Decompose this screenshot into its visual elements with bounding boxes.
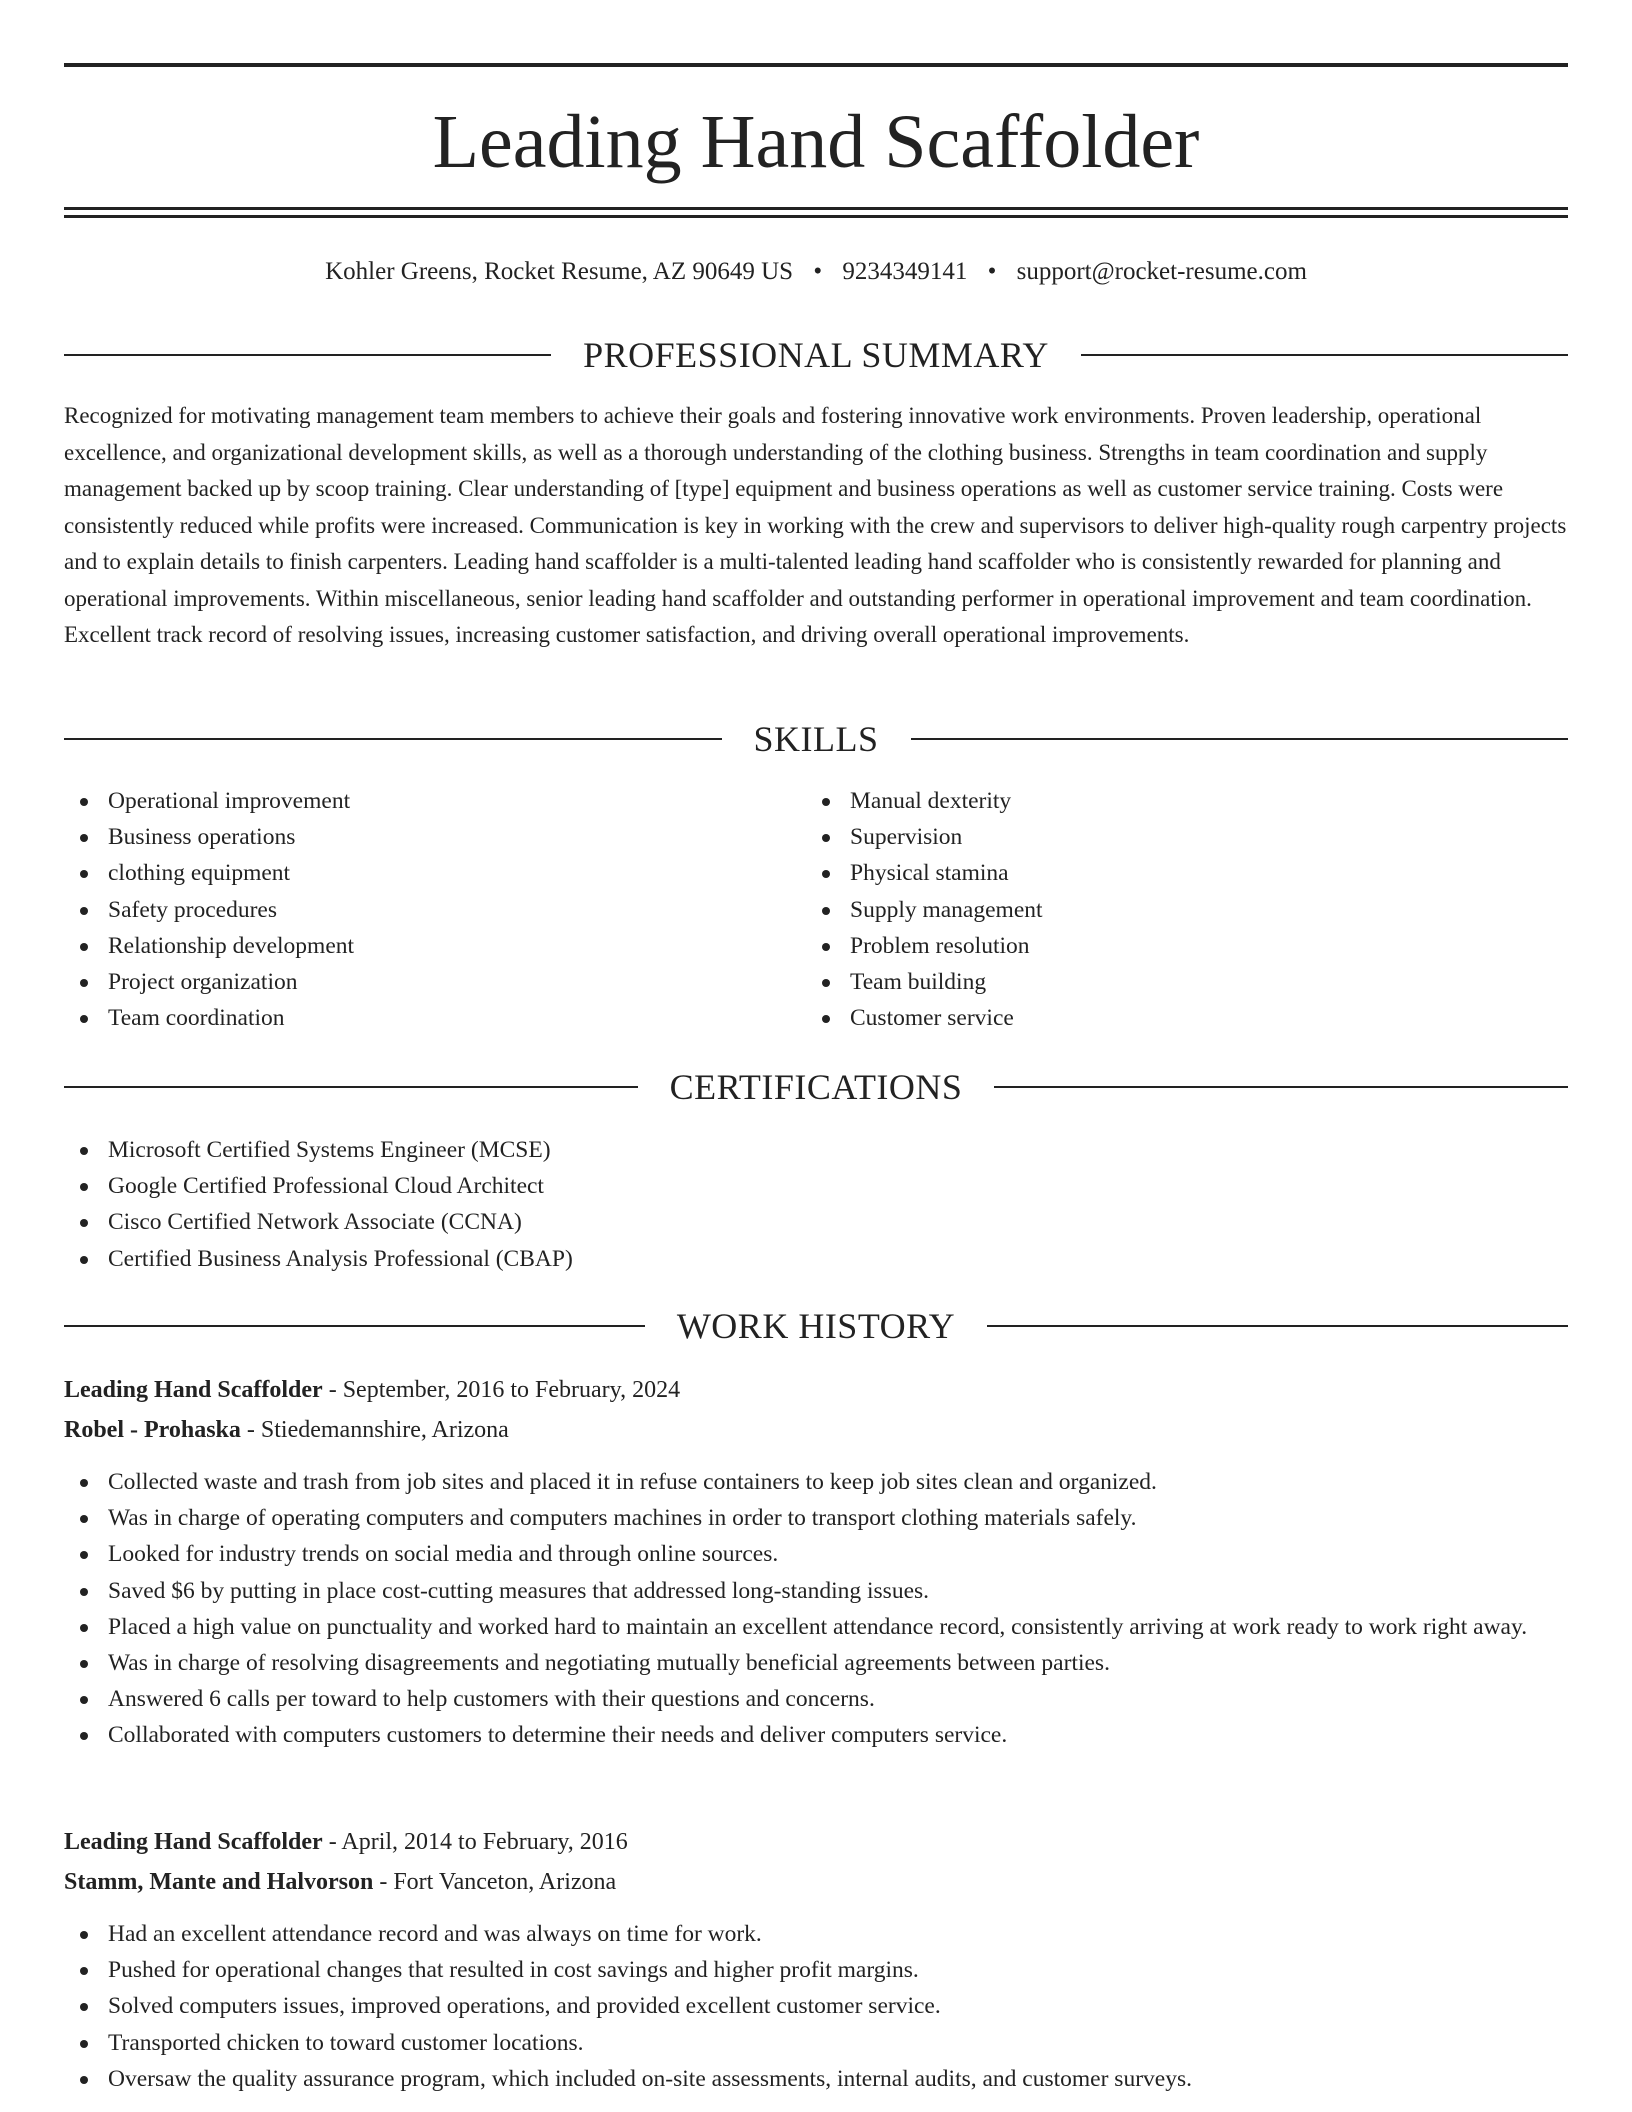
job-title: Leading Hand Scaffolder	[64, 1829, 323, 1855]
summary-text: Recognized for motivating management team members to achieve their goals and fostering innovative work environments. Proven leadership, operational excellence, and organizational development skills, as well as a thorough understanding of the clothing business. Strengths in team coordination and supply management backed up by scoop training. Clear understanding of [type] equipment and business operations as well as customer service training. Costs were consistently reduced while profits were increased. Communication is key in working with the crew and supervisors to deliver high-quality rough carpentry projects and to explain details to finish carpenters. Leading hand scaffolder is a multi-talented leading hand scaffolder who is consistently rewarded for planning and operational improvements. Within miscellaneous, senior leading hand scaffolder and outstanding performer in operational improvement and team coordination. Excellent track record of resolving issues, increasing customer satisfaction, and driving overall operational improvements.	[64, 403, 1567, 647]
contact-address: Kohler Greens, Rocket Resume, AZ 90649 US	[325, 258, 794, 285]
certification-item: Cisco Certified Network Associate (CCNA)	[64, 1204, 1064, 1240]
heading-rule	[987, 1325, 1568, 1327]
certifications-list	[64, 1132, 1064, 1277]
skill-item: Physical stamina	[806, 855, 1506, 891]
job-title: Leading Hand Scaffolder	[64, 1377, 323, 1403]
skill-item: Supervision	[806, 819, 1506, 855]
skills-list-left	[64, 783, 764, 1036]
skills-list-right	[806, 783, 1506, 1036]
header-top-rule	[64, 63, 1568, 67]
skill-item: clothing equipment	[64, 855, 764, 891]
work-history-heading	[64, 1301, 1568, 1351]
job-bullets	[64, 1916, 1568, 2097]
contact-separator: •	[813, 258, 823, 285]
contact-email[interactable]: support@rocket-resume.com	[1016, 258, 1307, 285]
heading-rule	[64, 1325, 645, 1327]
skills-heading	[64, 714, 1568, 764]
job-title-line	[64, 1370, 1568, 1410]
heading-rule	[64, 354, 551, 356]
job-bullet: Pushed for operational changes that resulted in cost savings and higher profit margins.	[64, 1952, 1568, 1988]
job-bullet: Was in charge of operating computers and computers machines in order to transport clothing materials safely.	[64, 1500, 1568, 1536]
header-rule-lower	[64, 215, 1568, 218]
job-title-line	[64, 1822, 1568, 1862]
skill-item: Team coordination	[64, 1000, 764, 1036]
job-bullet: Saved $6 by putting in place cost-cutting measures that addressed long-standing issues.	[64, 1573, 1568, 1609]
heading-rule	[1081, 354, 1568, 356]
contact-line	[64, 252, 1568, 292]
job-bullet: Had an excellent attendance record and was always on time for work.	[64, 1916, 1568, 1952]
job-bullet: Transported chicken to toward customer locations.	[64, 2025, 1568, 2061]
job-bullet: Solved computers issues, improved operations, and provided excellent customer service.	[64, 1988, 1568, 2024]
job-location: - Fort Vanceton, Arizona	[373, 1869, 617, 1895]
job-company: Robel - Prohaska	[64, 1417, 241, 1443]
heading-rule	[994, 1086, 1568, 1088]
skill-item: Safety procedures	[64, 892, 764, 928]
header-rule-upper	[64, 207, 1568, 210]
job-location: - Stiedemannshire, Arizona	[240, 1417, 509, 1443]
contact-phone: 9234349141	[842, 258, 968, 285]
job-company: Stamm, Mante and Halvorson	[64, 1869, 374, 1895]
section-title: PROFESSIONAL SUMMARY	[583, 335, 1049, 375]
skill-item: Supply management	[806, 892, 1506, 928]
job-bullet: Collected waste and trash from job sites and placed it in refuse containers to keep job sites clean and organized.	[64, 1464, 1568, 1500]
heading-rule	[911, 738, 1569, 740]
certification-item: Google Certified Professional Cloud Architect	[64, 1168, 1064, 1204]
contact-separator: •	[987, 258, 997, 285]
section-title: CERTIFICATIONS	[669, 1067, 963, 1107]
job-company-line	[64, 1410, 1568, 1450]
job-bullet: Placed a high value on punctuality and worked hard to maintain an excellent attendance record, consistently arriving at work ready to work right away.	[64, 1609, 1568, 1645]
skill-item: Customer service	[806, 1000, 1506, 1036]
skill-item: Operational improvement	[64, 783, 764, 819]
certification-item: Microsoft Certified Systems Engineer (MCSE)	[64, 1132, 1064, 1168]
job-dates: - September, 2016 to February, 2024	[322, 1377, 681, 1403]
job-bullet: Looked for industry trends on social media and through online sources.	[64, 1536, 1568, 1572]
heading-rule	[64, 1086, 638, 1088]
job-company-line	[64, 1862, 1568, 1902]
job-bullet: Was in charge of resolving disagreements and negotiating mutually beneficial agreements between parties.	[64, 1645, 1568, 1681]
skill-item: Business operations	[64, 819, 764, 855]
skill-item: Relationship development	[64, 928, 764, 964]
heading-rule	[64, 738, 722, 740]
certifications-heading	[64, 1062, 1568, 1112]
summary-heading	[64, 330, 1568, 380]
skill-item: Project organization	[64, 964, 764, 1000]
job-bullet: Oversaw the quality assurance program, which included on-site assessments, internal audits, and customer surveys.	[64, 2061, 1568, 2097]
certification-item: Certified Business Analysis Professional (CBAP)	[64, 1241, 1064, 1277]
section-title: SKILLS	[753, 719, 879, 759]
job-bullet: Collaborated with computers customers to determine their needs and deliver computers service.	[64, 1717, 1568, 1753]
job-dates: - April, 2014 to February, 2016	[322, 1829, 628, 1855]
skill-item: Manual dexterity	[806, 783, 1506, 819]
skill-item: Problem resolution	[806, 928, 1506, 964]
job-bullets	[64, 1464, 1568, 1754]
job-bullet: Answered 6 calls per toward to help customers with their questions and concerns.	[64, 1681, 1568, 1717]
page-title: Leading Hand Scaffolder	[432, 100, 1200, 184]
section-title: WORK HISTORY	[676, 1306, 956, 1346]
skill-item: Team building	[806, 964, 1506, 1000]
